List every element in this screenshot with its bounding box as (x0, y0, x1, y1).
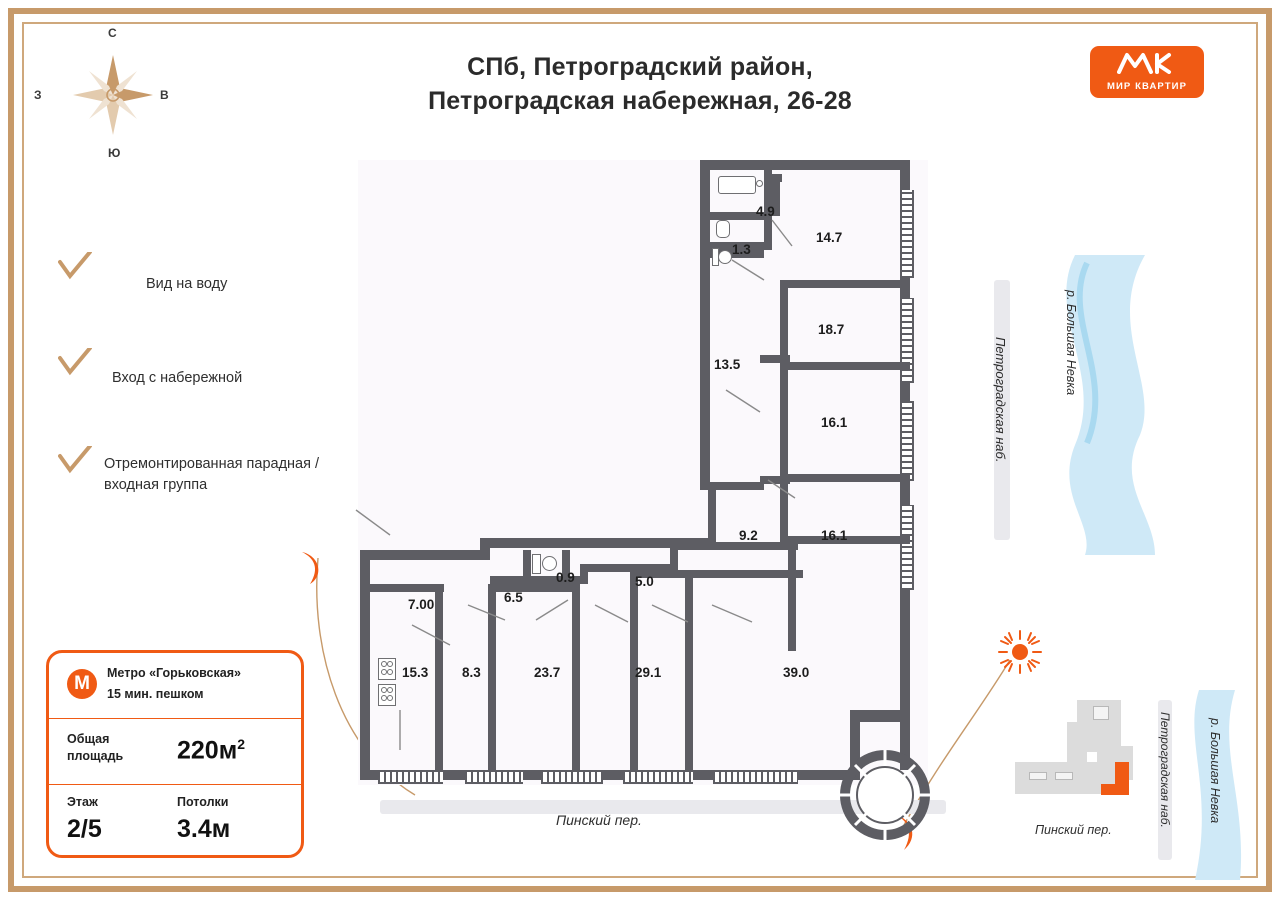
bathtub-icon (718, 176, 756, 194)
minimap-highlight-horizontal (1101, 784, 1129, 795)
room-area-label: 7.00 (408, 597, 435, 612)
wall (900, 160, 910, 190)
river-label-bolshaya-nevka: р. Большая Невка (1064, 290, 1078, 396)
window (465, 770, 523, 784)
wall (700, 160, 710, 295)
entrance-arrow-marker-left (298, 548, 334, 588)
area-superscript: 2 (237, 736, 246, 752)
room-area-label: 13.5 (714, 357, 741, 372)
metro-walk-time: 15 мин. пешком (107, 687, 204, 701)
wall (360, 584, 444, 592)
metro-icon: М (67, 669, 97, 699)
minimap-detail-1 (1029, 772, 1047, 780)
floor-value: 2/5 (67, 815, 102, 843)
stove-icon-second (378, 684, 396, 706)
stove-icon (378, 658, 396, 680)
wall (708, 482, 764, 490)
wall (788, 536, 796, 651)
sink-icon (718, 250, 732, 264)
area-row (49, 719, 301, 785)
wall (360, 770, 378, 780)
window (900, 401, 914, 481)
room-area-label: 14.7 (816, 230, 843, 245)
check-icon (58, 446, 92, 476)
window (623, 770, 693, 784)
mini-map (1015, 700, 1155, 810)
feature-label: Отремонтированная парадная / входная группа (104, 456, 320, 493)
info-card (46, 650, 304, 858)
wall (693, 570, 803, 578)
compass-label-west: З (34, 88, 42, 102)
wall (523, 550, 531, 578)
minimap-block-4 (1067, 722, 1087, 768)
compass-label-north: С (108, 26, 117, 40)
room-area-label: 15.3 (402, 665, 429, 680)
compass-label-south: Ю (108, 146, 121, 160)
wall (488, 584, 496, 770)
room-area-label: 0.9 (556, 570, 575, 585)
room-area-label: 9.2 (739, 528, 758, 543)
check-icon (58, 348, 92, 378)
page-title (330, 50, 950, 118)
feature-item-embankment-entrance (58, 346, 358, 444)
river-bolshaya-nevka-shape (1035, 255, 1165, 555)
floor-ceiling-row (49, 785, 301, 855)
wall (780, 362, 910, 370)
wall (900, 481, 910, 505)
wall (443, 770, 465, 780)
room-area-label: 29.1 (635, 665, 662, 680)
area-value (177, 736, 245, 765)
room-area-label: 39.0 (783, 665, 810, 680)
compass-label-east: В (160, 88, 169, 102)
wall (603, 770, 623, 780)
title-line-1: СПб, Петроградский район, (467, 53, 813, 81)
wall (780, 362, 788, 482)
wall (780, 280, 910, 288)
ceiling-value: 3.4м (177, 815, 231, 843)
wall (708, 542, 798, 550)
metro-station-name: Метро «Горьковская» (107, 666, 241, 680)
area-label: Общая площадь (67, 732, 124, 763)
title-line-2: Петроградская набережная, 26-28 (428, 87, 852, 115)
street-label-pinsky: Пинский пер. (556, 812, 642, 828)
window (900, 505, 914, 590)
minimap-detail-3 (1093, 706, 1109, 720)
wall (900, 383, 910, 401)
room-area-label: 16.1 (821, 528, 848, 543)
minimap-detail-2 (1055, 772, 1073, 780)
wall (523, 770, 541, 780)
wall (685, 570, 693, 770)
area-number: 220м (177, 736, 238, 765)
room-area-label: 5.0 (635, 574, 654, 589)
compass-rose (34, 26, 178, 160)
feature-label: Вход с набережной (112, 370, 243, 386)
toilet-icon (532, 554, 541, 574)
wall (772, 174, 782, 182)
wall (760, 476, 790, 484)
wall (850, 710, 908, 722)
feature-label: Вид на воду (146, 276, 228, 292)
wall (700, 160, 910, 170)
street-label-petrogradskaya-nab: Петроградская наб. (993, 337, 1008, 463)
wall (435, 584, 443, 770)
room-area-label: 4.9 (756, 204, 775, 219)
wall (708, 490, 716, 550)
sun-icon (998, 630, 1042, 674)
brand-logo[interactable] (1090, 46, 1204, 98)
window (713, 770, 798, 784)
room-area-label: 16.1 (821, 415, 848, 430)
wall (788, 536, 910, 544)
ceiling-label: Потолки (177, 795, 229, 809)
wall (360, 550, 490, 560)
minimap-street-label: Пинский пер. (1035, 823, 1112, 837)
floor-plan (340, 150, 940, 800)
room-area-label: 8.3 (462, 665, 481, 680)
room-area-label: 23.7 (534, 665, 561, 680)
wall (780, 482, 788, 542)
street-label-petrogradskaya-nab-right: Петроградская наб. (1158, 712, 1172, 828)
feature-list (58, 250, 358, 524)
feature-item-renovated-entrance (58, 444, 358, 524)
drain-icon (756, 180, 763, 187)
logo-name: МИР КВАРТИР (1106, 81, 1188, 92)
wall (700, 390, 710, 490)
river-label-bolshaya-nevka-right: р. Большая Невка (1208, 718, 1222, 824)
plan-background (358, 160, 928, 785)
wall (760, 355, 790, 363)
rotunda-staircase (830, 740, 940, 850)
room-area-label: 18.7 (818, 322, 845, 337)
room-area-label: 6.5 (504, 590, 523, 605)
feature-item-water-view (58, 250, 358, 346)
metro-row (49, 653, 301, 719)
window (900, 298, 914, 383)
wall (572, 578, 580, 770)
wall (488, 584, 578, 592)
sink-icon (542, 556, 557, 571)
window (378, 770, 443, 784)
room-area-label: 1.3 (732, 242, 751, 257)
wall (780, 474, 910, 482)
wall (700, 295, 710, 390)
window (541, 770, 603, 784)
compass-icon (48, 30, 178, 160)
floor-label: Этаж (67, 795, 98, 809)
window (900, 190, 914, 278)
logo-glyph-icon (1117, 52, 1177, 74)
toilet-icon (712, 248, 719, 266)
toilet-icon (716, 220, 730, 238)
check-icon (58, 252, 92, 282)
wall (693, 770, 713, 780)
